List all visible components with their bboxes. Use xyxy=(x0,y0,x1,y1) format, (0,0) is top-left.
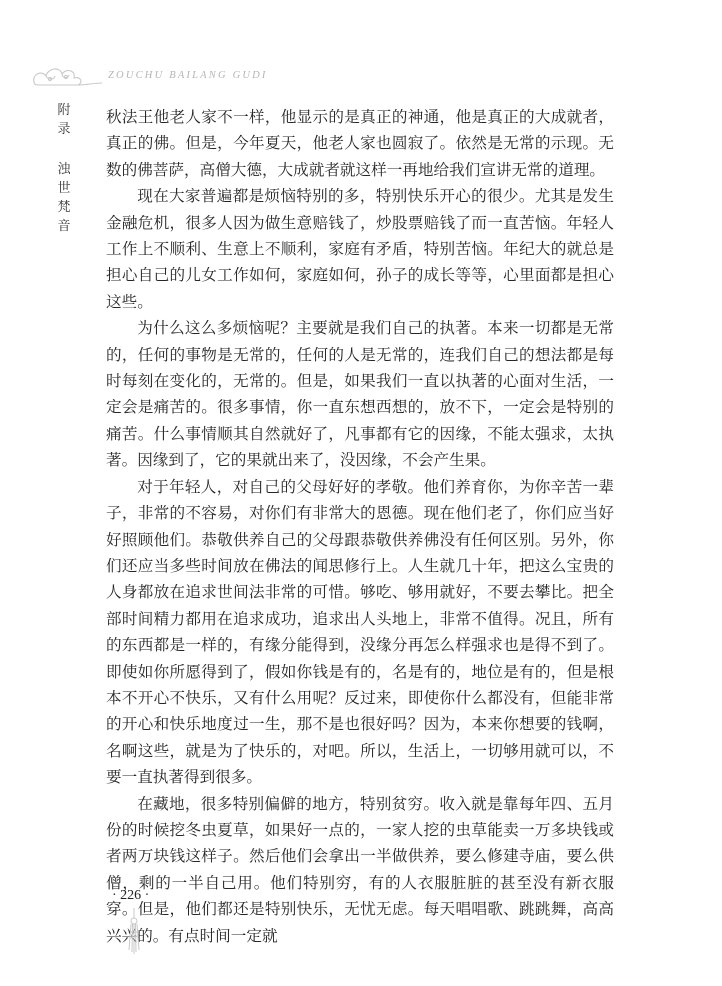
paragraph: 秋法王他老人家不一样，他显示的是真正的神通，他是真正的大成就者，真正的佛。但是，今年夏天，他老人家也圆寂了。依然是无常的示现。无数的佛菩萨，高僧大德，大成就者就这样一再地给我们宣讲无常的道理。 xyxy=(106,108,614,179)
running-title: ZOUCHU BAILANG GUDI xyxy=(108,70,268,81)
body-text xyxy=(106,104,614,949)
side-char: 浊 xyxy=(57,162,71,177)
running-header xyxy=(30,58,670,98)
page-number: · 226 · xyxy=(112,888,150,903)
paragraph: 对于年轻人，对自己的父母好好的孝敬。他们养育你，为你辛苦一辈子，非常的不容易，对你们有非常大的恩德。现在他们老了，你们应当好好照顾他们。恭敬供养自己的父母跟恭敬供养佛没有任何区别。另外，你们还应当多些时间放在佛法的闻思修行上。人生就几十年，把这么宝贵的人身都放在追求世间法非常的可惜。够吃、够用就好，不要去攀比。把全部时间精力都用在追求成功，追求出人头地上，非常不值得。况且，所有的东西都是一样的，有缘分能得到，没缘分再怎么样强求也是得不到了。即使如你所愿得到了，假如你钱是有的，名是有的，地位是有的，但是根本不开心不快乐，又有什么用呢？反过来，即使你什么都没有，但能非常的开心和快乐地度过一生，那不是也很好吗？因为，本来你想要的钱啊，名啊这些，就是为了快乐的，对吧。所以，生活上，一切够用就可以，不要一直执著得到很多。 xyxy=(106,477,614,787)
cloud-scroll-icon xyxy=(30,58,106,94)
page-footer xyxy=(112,888,202,958)
tassel-ornament-icon xyxy=(120,908,150,958)
section-side-label xyxy=(55,101,73,139)
side-char: 梵 xyxy=(57,200,71,215)
side-char: 附 xyxy=(57,103,71,118)
side-char: 录 xyxy=(57,122,71,137)
side-char: 世 xyxy=(57,181,71,196)
side-char: 音 xyxy=(57,219,71,234)
paragraph: 在藏地，很多特别偏僻的地方，特别贫穷。收入就是靠每年四、五月份的时候挖冬虫夏草，如果好一点的，一家人挖的虫草能卖一万多块钱或者两万块钱这样子。然后他们会拿出一半做供养，要么修建寺庙，要么供僧，剩的一半自己用。他们特别穷，有的人衣服脏脏的甚至没有新衣服穿。但是，他们都还是特别快乐，无忧无虑。每天唱唱歌、跳跳舞，高高兴兴的。有点时间一定就 xyxy=(106,794,614,945)
book-side-label xyxy=(55,160,73,236)
paragraph: 为什么这么多烦恼呢？主要就是我们自己的执著。本来一切都是无常的，任何的事物是无常的，任何的人是无常的，连我们自己的想法都是每时每刻在变化的，无常的。但是，如果我们一直以执著的心面对生活，一定会是痛苦的。很多事情，你一直东想西想的，放不下，一定会是特别的痛苦。什么事情顺其自然就好了，凡事都有它的因缘，不能太强求，太执著。因缘到了，它的果就出来了，没因缘，不会产生果。 xyxy=(106,319,614,470)
paragraph: 现在大家普遍都是烦恼特别的多，特别快乐开心的很少。尤其是发生金融危机，很多人因为做生意赔钱了，炒股票赔钱了而一直苦恼。年轻人工作上不顺利、生意上不顺利，家庭有矛盾，特别苦恼。年纪大的就总是担心自己的儿女工作如何，家庭如何，孙子的成长等等，心里面都是担心这些。 xyxy=(106,187,614,311)
